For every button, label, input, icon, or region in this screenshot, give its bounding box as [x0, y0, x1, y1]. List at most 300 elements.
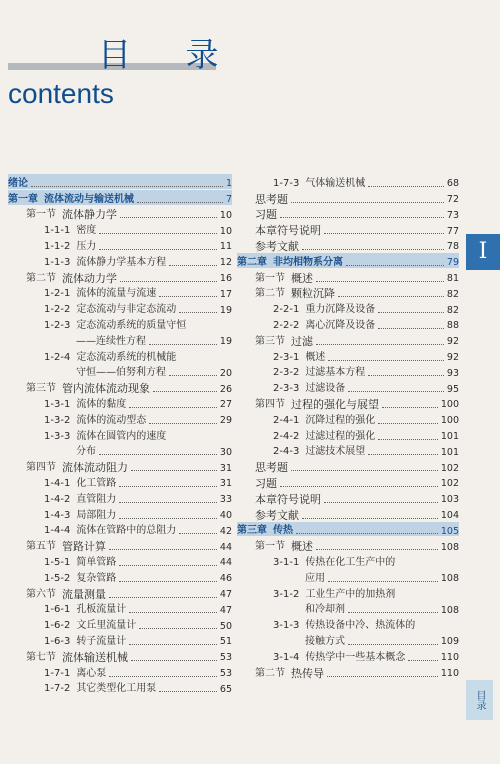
toc-entry-title: 定态流动系统的机械能: [76, 351, 177, 363]
toc-entry-number: 1-7-3: [273, 177, 300, 189]
toc-left-column: [8, 173, 232, 694]
toc-entry[interactable]: [8, 378, 232, 394]
toc-entry-page: 68: [446, 178, 459, 190]
toc-entry-number: 1-6-2: [44, 620, 71, 632]
toc-entry[interactable]: [237, 442, 459, 458]
toc-entry-number: 1-3-1: [44, 398, 71, 410]
toc-entry-page: 47: [219, 589, 232, 601]
toc-entry[interactable]: [237, 663, 459, 679]
toc-entry[interactable]: [8, 299, 232, 315]
toc-entry[interactable]: [237, 299, 459, 315]
toc-entry[interactable]: [8, 205, 232, 221]
toc-entry-title: 定态流动系统的质量守恒: [76, 319, 187, 331]
toc-entry-title: 过滤: [291, 334, 313, 348]
toc-entry-page: 1: [225, 178, 232, 190]
toc-entry-page: 81: [446, 273, 459, 285]
leader-dots: [316, 344, 444, 345]
toc-entry[interactable]: [237, 347, 459, 363]
leader-dots: [328, 360, 444, 361]
toc-entry[interactable]: [237, 189, 459, 205]
leader-dots: [368, 186, 444, 187]
leader-dots: [99, 249, 217, 250]
toc-entry-number: 第一节: [26, 209, 56, 221]
toc-entry-title: 离心泵: [76, 667, 107, 679]
toc-entry-title: 化工管路: [76, 477, 117, 489]
toc-entry[interactable]: [237, 173, 459, 189]
toc-entry-title: 流体动力学: [62, 271, 117, 285]
toc-entry-number: 1-5-1: [44, 556, 71, 568]
toc-entry-page: 40: [219, 510, 232, 522]
toc-entry-title: 思考题: [255, 192, 288, 206]
toc-entry-number: 1-5-2: [44, 572, 71, 584]
toc-entry[interactable]: [8, 663, 232, 679]
toc-entry-number: 1-1-2: [44, 240, 71, 252]
toc-entry[interactable]: [237, 236, 459, 252]
toc-entry-page: 10: [219, 225, 232, 237]
toc-entry-page: 53: [219, 652, 232, 664]
toc-entry-title: 复杂管路: [76, 572, 117, 584]
leader-dots: [109, 676, 217, 677]
toc-entry-title: 密度: [76, 225, 97, 237]
toc-entry-page: 30: [219, 446, 232, 458]
toc-entry-number: 1-4-1: [44, 477, 71, 489]
leader-dots: [119, 518, 217, 519]
leader-dots: [316, 281, 444, 282]
toc-entry-title: 传热: [273, 525, 293, 537]
toc-entry-number: 1-6-1: [44, 604, 71, 616]
leader-dots: [120, 217, 217, 218]
toc-entry[interactable]: [237, 536, 459, 552]
leader-dots: [324, 502, 438, 503]
toc-entry-title: 流体的流量与流速: [76, 288, 157, 300]
toc-entry-number: 1-3-2: [44, 414, 71, 426]
toc-entry-title: 定态流动与非定态流动: [76, 304, 177, 316]
toc-entry-page: 79: [446, 257, 459, 269]
toc-entry-page: 104: [440, 510, 459, 522]
leader-dots: [368, 375, 444, 376]
toc-entry-page: 110: [440, 668, 459, 679]
toc-entry-number: 第三节: [255, 335, 285, 347]
leader-dots: [139, 628, 217, 629]
toc-entry[interactable]: [8, 220, 232, 236]
toc-entry[interactable]: [237, 615, 459, 631]
leader-dots: [291, 470, 438, 471]
toc-entry[interactable]: [237, 457, 459, 473]
leader-dots: [149, 344, 217, 345]
toc-entry[interactable]: [8, 615, 232, 631]
toc-entry[interactable]: [237, 205, 459, 221]
toc-entry-number: 1-3-3: [44, 430, 71, 442]
toc-entry[interactable]: [237, 284, 459, 300]
toc-entry-title: 流体的黏度: [76, 398, 127, 410]
toc-entry-number: 第六节: [26, 588, 56, 600]
toc-entry-page: 108: [440, 541, 459, 553]
toc-entry[interactable]: [8, 521, 232, 537]
toc-entry-title: 和冷却剂: [305, 604, 345, 616]
leader-dots: [378, 439, 438, 440]
toc-entry-title: 简单管路: [76, 556, 117, 568]
toc-entry-number: 1-2-2: [44, 304, 71, 316]
toc-entry-number: 1-7-2: [44, 683, 71, 695]
leader-dots: [328, 581, 438, 582]
toc-entry-title: 习题: [255, 208, 277, 222]
toc-entry[interactable]: [237, 600, 459, 616]
leader-dots: [302, 249, 444, 250]
toc-entry-page: 19: [219, 336, 232, 348]
leader-dots: [31, 186, 223, 187]
toc-entry[interactable]: [8, 442, 232, 458]
toc-entry[interactable]: [8, 284, 232, 300]
leader-dots: [119, 581, 217, 582]
toc-entry-page: 82: [446, 288, 459, 300]
toc-entry-number: 2-4-1: [273, 414, 300, 426]
toc-entry-number: 2-2-1: [273, 304, 300, 316]
toc-entry[interactable]: [8, 252, 232, 268]
toc-entry-title: 热传导: [291, 666, 324, 680]
toc-entry-page: 27: [219, 399, 232, 411]
leader-dots: [120, 281, 217, 282]
leader-dots: [280, 486, 438, 487]
leader-dots: [131, 660, 217, 661]
toc-entry-number: 3-1-4: [273, 651, 300, 663]
toc-entry-title: 流体在管路中的总阻力: [76, 525, 177, 537]
toc-entry-page: 29: [219, 415, 232, 427]
toc-entry-page: 103: [440, 494, 459, 506]
toc-entry-page: 101: [440, 446, 459, 458]
toc-entry-page: 100: [440, 399, 459, 411]
toc-entry[interactable]: [8, 331, 232, 347]
toc-entry[interactable]: [237, 315, 459, 331]
toc-entry[interactable]: [237, 268, 459, 284]
toc-entry-page: 19: [219, 304, 232, 316]
toc-entry[interactable]: [237, 394, 459, 410]
toc-entry-number: 1-1-1: [44, 225, 71, 237]
leader-dots: [99, 454, 217, 455]
toc-entry-number: 第二章: [237, 256, 267, 268]
toc-entry-page: 20: [219, 367, 232, 379]
toc-entry-page: 11: [219, 241, 232, 253]
toc-entry[interactable]: [237, 568, 459, 584]
toc-entry-number: 2-4-2: [273, 430, 300, 442]
toc-entry[interactable]: [237, 378, 459, 394]
leader-dots: [368, 454, 438, 455]
toc-entry-title: 管路计算: [62, 540, 106, 554]
toc-entry[interactable]: [237, 220, 459, 236]
toc-entry-title: 分布: [76, 446, 96, 458]
toc-entry-page: 50: [219, 620, 232, 632]
toc-entry-page: 102: [440, 478, 459, 490]
toc-entry-title: 流量测量: [62, 587, 106, 601]
toc-entry-title: 管内流体流动现象: [62, 382, 150, 396]
toc-entry[interactable]: [237, 521, 459, 537]
toc-entry[interactable]: [8, 173, 232, 189]
toc-entry-page: 10: [219, 209, 232, 221]
toc-entry-page: 65: [219, 683, 232, 695]
toc-entry[interactable]: [237, 505, 459, 521]
toc-entry[interactable]: [8, 410, 232, 426]
toc-entry-number: 2-4-3: [273, 446, 300, 458]
toc-entry-title: 本章符号说明: [255, 224, 321, 238]
toc-entry-title: 守恒——伯努利方程: [76, 367, 166, 379]
toc-entry-title: 颗粒沉降: [291, 287, 335, 301]
leader-dots: [129, 612, 217, 613]
toc-entry[interactable]: [8, 347, 232, 363]
toc-entry-title: 沉降过程的强化: [305, 414, 376, 426]
leader-dots: [99, 233, 217, 234]
toc-right-column: [237, 173, 459, 679]
toc-entry-number: 1-2-3: [44, 319, 71, 331]
toc-entry-number: 3-1-3: [273, 620, 300, 632]
leader-dots: [378, 328, 444, 329]
toc-entry-page: 16: [219, 273, 232, 285]
side-label: 目录: [466, 680, 493, 720]
toc-entry-page: 78: [446, 241, 459, 253]
toc-entry-title: 绪论: [8, 177, 28, 189]
toc-entry-title: 概述: [291, 540, 313, 554]
toc-entry-title: 习题: [255, 476, 277, 490]
toc-entry[interactable]: [8, 647, 232, 663]
toc-entry-number: 1-2-4: [44, 351, 71, 363]
toc-entry-title: 压力: [76, 240, 97, 252]
toc-entry-number: 第二节: [255, 667, 285, 679]
toc-entry-number: 1-4-3: [44, 509, 71, 521]
leader-dots: [159, 296, 217, 297]
toc-entry[interactable]: [8, 473, 232, 489]
toc-entry[interactable]: [8, 505, 232, 521]
toc-entry[interactable]: [237, 489, 459, 505]
toc-entry-page: 108: [440, 573, 459, 585]
toc-entry-number: 第一节: [255, 272, 285, 284]
toc-entry-title: 本章符号说明: [255, 492, 321, 506]
toc-entry-title: 其它类型化工用泵: [76, 683, 157, 695]
toc-entry[interactable]: [237, 552, 459, 568]
toc-entry-page: 108: [440, 604, 459, 616]
leader-dots: [291, 202, 444, 203]
toc-entry[interactable]: [237, 252, 459, 268]
toc-entry-page: 82: [446, 304, 459, 316]
leader-dots: [348, 612, 438, 613]
toc-entry-title: 工业生产中的加热剂: [305, 588, 396, 600]
toc-entry-title: 流体在圆管内的速度: [76, 430, 167, 442]
toc-entry-number: 第三节: [26, 383, 56, 395]
toc-entry[interactable]: [8, 426, 232, 442]
leader-dots: [327, 676, 438, 677]
leader-dots: [131, 470, 217, 471]
toc-entry-page: 44: [219, 541, 232, 553]
leader-dots: [109, 597, 217, 598]
toc-entry-title: 离心沉降及设备: [305, 319, 376, 331]
toc-entry[interactable]: [8, 189, 232, 205]
toc-entry-page: 95: [446, 383, 459, 395]
toc-entry-page: 42: [219, 525, 232, 537]
toc-entry[interactable]: [8, 315, 232, 331]
leader-dots: [302, 518, 438, 519]
toc-entry-page: 92: [446, 352, 459, 364]
toc-entry-number: 1-7-1: [44, 667, 71, 679]
page-subtitle: contents: [8, 78, 114, 109]
toc-entry[interactable]: [237, 331, 459, 347]
toc-entry[interactable]: [8, 600, 232, 616]
toc-entry[interactable]: [8, 568, 232, 584]
toc-entry-title: 思考题: [255, 461, 288, 475]
page-title: 目 录: [98, 35, 241, 74]
leader-dots: [159, 691, 217, 692]
toc-entry[interactable]: [237, 363, 459, 379]
toc-entry-page: 31: [219, 462, 232, 474]
toc-entry[interactable]: [237, 473, 459, 489]
toc-entry-title: 文丘里流量计: [76, 620, 137, 632]
toc-entry-page: 101: [440, 431, 459, 443]
toc-entry[interactable]: [8, 584, 232, 600]
toc-entry-number: 2-2-2: [273, 319, 300, 331]
toc-entry-page: 46: [219, 573, 232, 585]
toc-entry-title: ——连续性方程: [76, 335, 146, 347]
toc-entry-page: 47: [219, 604, 232, 616]
toc-entry-page: 31: [219, 478, 232, 490]
leader-dots: [316, 549, 438, 550]
toc-entry-page: 26: [219, 383, 232, 395]
leader-dots: [119, 486, 217, 487]
toc-entry-number: 2-3-3: [273, 383, 300, 395]
toc-entry-number: 第四节: [255, 398, 285, 410]
toc-entry-title: 参考文献: [255, 508, 299, 522]
toc-entry[interactable]: [8, 236, 232, 252]
toc-entry-title: 气体输送机械: [305, 177, 366, 189]
toc-entry-page: 17: [219, 288, 232, 300]
toc-entry[interactable]: [8, 536, 232, 552]
leader-dots: [382, 407, 438, 408]
leader-dots: [338, 296, 444, 297]
toc-entry-title: 流体静力学基本方程: [76, 256, 167, 268]
toc-entry-title: 局部阻力: [76, 509, 117, 521]
leader-dots: [109, 549, 217, 550]
toc-entry-number: 第一章: [8, 193, 38, 205]
toc-entry[interactable]: [237, 584, 459, 600]
toc-entry-title: 参考文献: [255, 239, 299, 253]
toc-entry-page: 44: [219, 557, 232, 569]
toc-entry-number: 第五节: [26, 541, 56, 553]
section-tab: I: [466, 234, 500, 270]
toc-entry[interactable]: [237, 647, 459, 663]
toc-entry-number: 1-2-1: [44, 288, 71, 300]
toc-entry-number: 3-1-2: [273, 588, 300, 600]
leader-dots: [348, 644, 438, 645]
leader-dots: [179, 533, 217, 534]
toc-entry-number: 1-4-4: [44, 525, 71, 537]
toc-entry-title: 传热设备中冷、热流体的: [305, 620, 416, 632]
toc-entry-title: 过滤技术展望: [305, 446, 366, 458]
toc-entry[interactable]: [8, 457, 232, 473]
toc-entry-title: 过滤设备: [305, 383, 346, 395]
toc-entry-page: 93: [446, 367, 459, 379]
toc-entry-number: 3-1-1: [273, 556, 300, 568]
leader-dots: [346, 265, 444, 266]
leader-dots: [324, 233, 444, 234]
toc-entry[interactable]: [237, 631, 459, 647]
toc-entry-title: 孔板流量计: [76, 604, 127, 616]
leader-dots: [137, 202, 223, 203]
toc-entry-page: 88: [446, 320, 459, 332]
leader-dots: [179, 312, 217, 313]
toc-entry-title: 流体的流动型态: [76, 414, 147, 426]
toc-entry-title: 重力沉降及设备: [305, 304, 376, 316]
toc-entry-page: 109: [440, 636, 459, 648]
leader-dots: [169, 375, 217, 376]
toc-entry-number: 第七节: [26, 651, 56, 663]
toc-entry-number: 第二节: [26, 272, 56, 284]
leader-dots: [296, 533, 438, 534]
toc-entry-number: 1-4-2: [44, 493, 71, 505]
toc-entry-title: 流体静力学: [62, 208, 117, 222]
toc-entry-page: 33: [219, 494, 232, 506]
toc-entry-page: 110: [440, 652, 459, 664]
toc-entry[interactable]: [8, 631, 232, 647]
toc-entry-title: 概述: [305, 351, 326, 363]
toc-entry-page: 105: [440, 525, 459, 537]
toc-entry-title: 传热学中一些基本概念: [305, 651, 406, 663]
toc-entry-page: 92: [446, 336, 459, 348]
toc-entry[interactable]: [8, 679, 232, 695]
toc-entry-number: 第四节: [26, 462, 56, 474]
toc-entry[interactable]: [8, 552, 232, 568]
toc-entry-number: 2-3-1: [273, 351, 300, 363]
toc-entry-page: 51: [219, 636, 232, 648]
toc-entry-page: 102: [440, 462, 459, 474]
toc-entry-number: 1-6-3: [44, 635, 71, 647]
toc-entry-page: 72: [446, 194, 459, 206]
toc-entry-title: 概述: [291, 271, 313, 285]
leader-dots: [169, 265, 217, 266]
toc-entry-title: 流体流动阻力: [62, 461, 128, 475]
toc-entry-title: 接触方式: [305, 635, 345, 647]
toc-entry-page: 12: [219, 257, 232, 269]
leader-dots: [129, 407, 217, 408]
toc-entry-title: 应用: [305, 572, 325, 584]
toc-entry-title: 过程的强化与展望: [291, 397, 379, 411]
toc-entry-number: 第一节: [255, 541, 285, 553]
leader-dots: [119, 565, 217, 566]
toc-entry-number: 第二节: [255, 288, 285, 300]
toc-entry-title: 非均相物系分离: [273, 256, 343, 268]
toc-entry-title: 流体输送机械: [62, 650, 128, 664]
toc-entry-page: 100: [440, 415, 459, 427]
toc-entry-title: 过滤基本方程: [305, 367, 366, 379]
leader-dots: [348, 391, 444, 392]
toc-entry-number: 2-3-2: [273, 367, 300, 379]
toc-entry-page: 77: [446, 225, 459, 237]
toc-entry-title: 传热在化工生产中的: [305, 556, 396, 568]
leader-dots: [153, 391, 217, 392]
toc-entry-title: 直管阻力: [76, 493, 117, 505]
toc-entry-number: 1-1-3: [44, 256, 71, 268]
leader-dots: [149, 423, 217, 424]
toc-entry-title: 流体流动与输送机械: [44, 193, 134, 205]
toc-entry-page: 73: [446, 209, 459, 221]
toc-entry[interactable]: [8, 268, 232, 284]
toc-entry-page: 53: [219, 668, 232, 679]
toc-entry[interactable]: [8, 394, 232, 410]
leader-dots: [408, 660, 438, 661]
toc-entry[interactable]: [237, 410, 459, 426]
toc-entry[interactable]: [8, 363, 232, 379]
leader-dots: [378, 423, 438, 424]
toc-entry[interactable]: [237, 426, 459, 442]
toc-entry[interactable]: [8, 489, 232, 505]
leader-dots: [280, 217, 444, 218]
toc-entry-number: 第三章: [237, 525, 267, 537]
toc-entry-title: 转子流量计: [76, 635, 127, 647]
toc-entry-title: 过滤过程的强化: [305, 430, 376, 442]
